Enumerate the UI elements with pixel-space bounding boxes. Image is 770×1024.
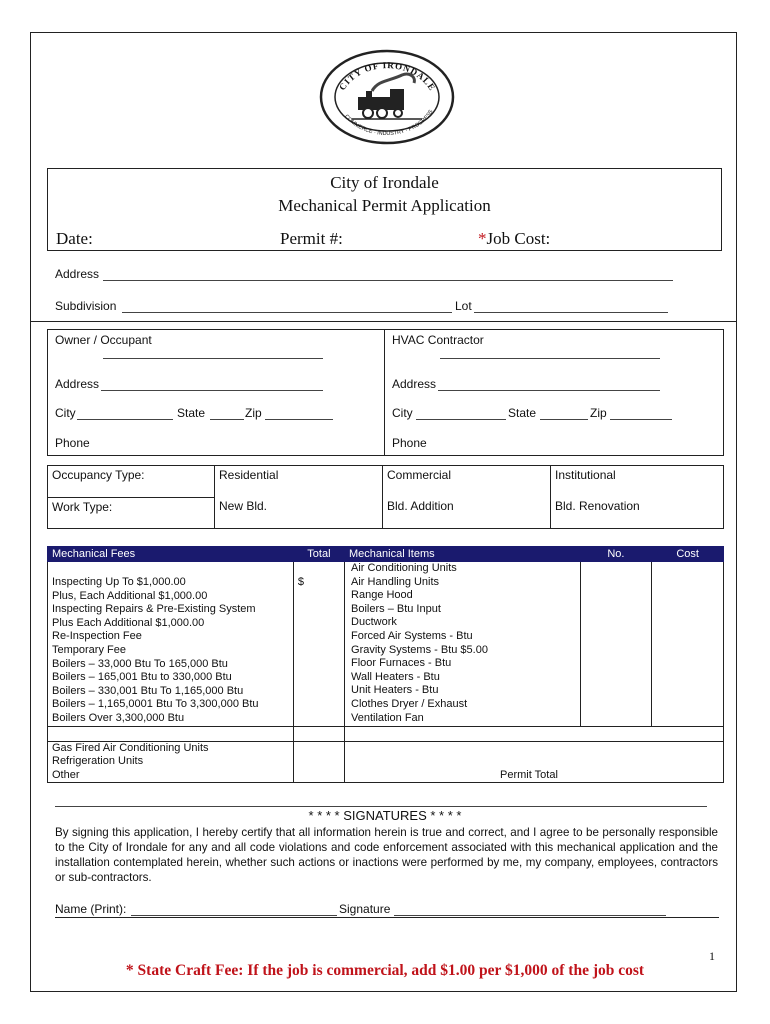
item-list-cell [345,562,581,727]
commercial-option[interactable] [383,466,551,498]
no-header: No. [580,547,652,562]
contractor-zip-field[interactable] [610,419,672,420]
page-subtitle: Mechanical Permit Application [278,196,491,215]
date-label: Date: [56,229,93,248]
extra-row: Refrigeration Units [52,755,144,768]
work-type-cell [48,497,215,529]
contractor-state-label: State [508,406,537,420]
item-row: Clothes Dryer / Exhaust [351,697,468,710]
total-header: Total [293,547,344,562]
job-cost-asterisk: * [478,229,487,248]
signature-rule [55,917,719,918]
extra-fee-cell [48,741,294,783]
job-cost-text: Job Cost: [486,229,551,248]
item-row: Boilers – Btu Input [351,602,441,615]
residential-label: Residential [219,468,279,482]
commercial-label: Commercial [387,468,452,482]
page-title: City of Irondale [330,173,439,192]
name-print-field[interactable] [131,915,337,916]
total-cell[interactable] [293,562,344,727]
owner-zip-label: Zip [245,406,262,420]
permit-total-cell [345,741,724,783]
items-header: Mechanical Items [345,547,581,562]
contractor-city-field[interactable] [416,419,506,420]
job-cost-label [478,229,550,249]
item-row: Ductwork [351,616,397,629]
signature-label: Signature [339,902,391,916]
item-cost-cell[interactable] [652,562,724,727]
lot-label: Lot [455,299,472,313]
extra-row: Other [52,768,80,781]
divider [30,321,737,322]
owner-address-field[interactable] [101,390,323,391]
fee-row: Temporary Fee [52,643,126,656]
logo-bottom-text: COMMERCE · INDUSTRY · PROGRESS [343,108,435,138]
site-address-label: Address [55,267,100,281]
fees-header: Mechanical Fees [48,547,294,562]
contractor-address-label: Address [392,377,437,391]
bld-addition-option[interactable] [383,497,551,529]
fee-row: Inspecting Up To $1,000.00 [52,576,186,588]
new-bld-option[interactable] [215,497,383,529]
contractor-label: HVAC Contractor [392,333,484,347]
fee-row: Boilers Over 3,300,000 Btu [52,711,185,724]
signatures-heading: * * * * SIGNATURES * * * * [308,808,462,823]
new-bld-label: New Bld. [219,499,268,513]
item-row: Wall Heaters - Btu [351,670,440,683]
institutional-option[interactable] [551,466,724,498]
owner-phone-label: Phone [55,436,90,450]
contractor-address-field[interactable] [438,390,660,391]
fee-row: Boilers – 165,001 Btu to 330,000 Btu [52,671,232,684]
signature-field[interactable] [394,915,666,916]
item-row: Floor Furnaces - Btu [351,657,452,670]
title-box [47,168,722,251]
permit-total-label: Permit Total [500,768,558,781]
owner-zip-field[interactable] [265,419,333,420]
occupancy-type-label: Occupancy Type: [52,468,145,482]
institutional-label: Institutional [555,468,616,482]
blank-row [48,726,294,741]
owner-state-field[interactable] [210,419,244,420]
owner-name-field[interactable] [103,358,323,359]
city-seal-logo [318,45,456,145]
item-row: Air Handling Units [351,575,440,588]
bld-renovation-option[interactable] [551,497,724,529]
blank-row-items [345,726,724,741]
extra-total-cell[interactable] [293,741,344,783]
occupancy-table [47,465,724,529]
residential-option[interactable] [215,466,383,498]
page-number: 1 [709,949,715,963]
owner-address-label: Address [55,377,100,391]
fee-row: Boilers – 33,000 Btu To 165,000 Btu [52,657,228,670]
permit-number-label: Permit #: [280,229,343,248]
owner-label: Owner / Occupant [55,333,152,347]
logo-top-text: CITY OF IRONDALE [336,60,438,93]
bld-renovation-label: Bld. Renovation [555,499,640,513]
item-row: Unit Heaters - Btu [351,684,439,697]
subdivision-field[interactable] [122,312,452,313]
fee-list-cell [48,562,294,727]
subdivision-label: Subdivision [55,299,117,313]
signature-divider [55,806,707,807]
item-row: Air Conditioning Units [351,562,457,574]
name-print-label: Name (Print): [55,902,127,916]
item-row: Ventilation Fan [351,711,424,724]
blank-row-total [293,726,344,741]
item-count-cell[interactable] [580,562,652,727]
owner-state-label: State [177,406,206,420]
item-row: Forced Air Systems - Btu [351,629,473,642]
contractor-city-label: City [392,406,413,420]
contractor-state-field[interactable] [540,419,588,420]
fee-row: Plus, Each Additional $1,000.00 [52,589,208,602]
parties-box [47,329,724,456]
occupancy-type-cell [48,466,215,498]
work-type-label: Work Type: [52,499,113,514]
bld-addition-label: Bld. Addition [387,499,454,513]
item-row: Gravity Systems - Btu $5.00 [351,643,488,656]
owner-city-field[interactable] [77,419,173,420]
fee-row: Re-Inspection Fee [52,630,142,643]
fee-row: Plus Each Additional $1,000.00 [52,616,205,629]
fee-row: Boilers – 330,001 Btu To 1,165,000 Btu [52,684,244,697]
lot-field[interactable] [474,312,668,313]
state-craft-fee-note: * State Craft Fee: If the job is commercial, add $1.00 per $1,000 of the job cost [125,962,645,979]
certification-statement: By signing this application, I hereby certify that all information herein is true and correct, and I agree to be personally responsible to the City of Irondale for any and all code violations and code enforcement associated with this mechanical application and the installation contemplated herein, whether such actions or inactions were performed by me, my company, employees, contractors or sub-contractors. [55,826,718,884]
cost-header: Cost [652,547,724,562]
fee-row: Inspecting Repairs & Pre-Existing System [52,603,256,616]
site-address-field[interactable] [103,280,673,281]
extra-row: Gas Fired Air Conditioning Units [52,741,209,754]
contractor-name-field[interactable] [440,358,660,359]
dollar-sign: $ [297,576,304,588]
contractor-phone-label: Phone [392,436,427,450]
contractor-zip-label: Zip [590,406,607,420]
fee-row: Boilers – 1,165,0001 Btu To 3,300,000 Btu [52,698,259,711]
item-row: Range Hood [351,589,413,602]
fees-table [47,546,724,783]
owner-city-label: City [55,406,76,420]
parties-divider [384,329,385,456]
